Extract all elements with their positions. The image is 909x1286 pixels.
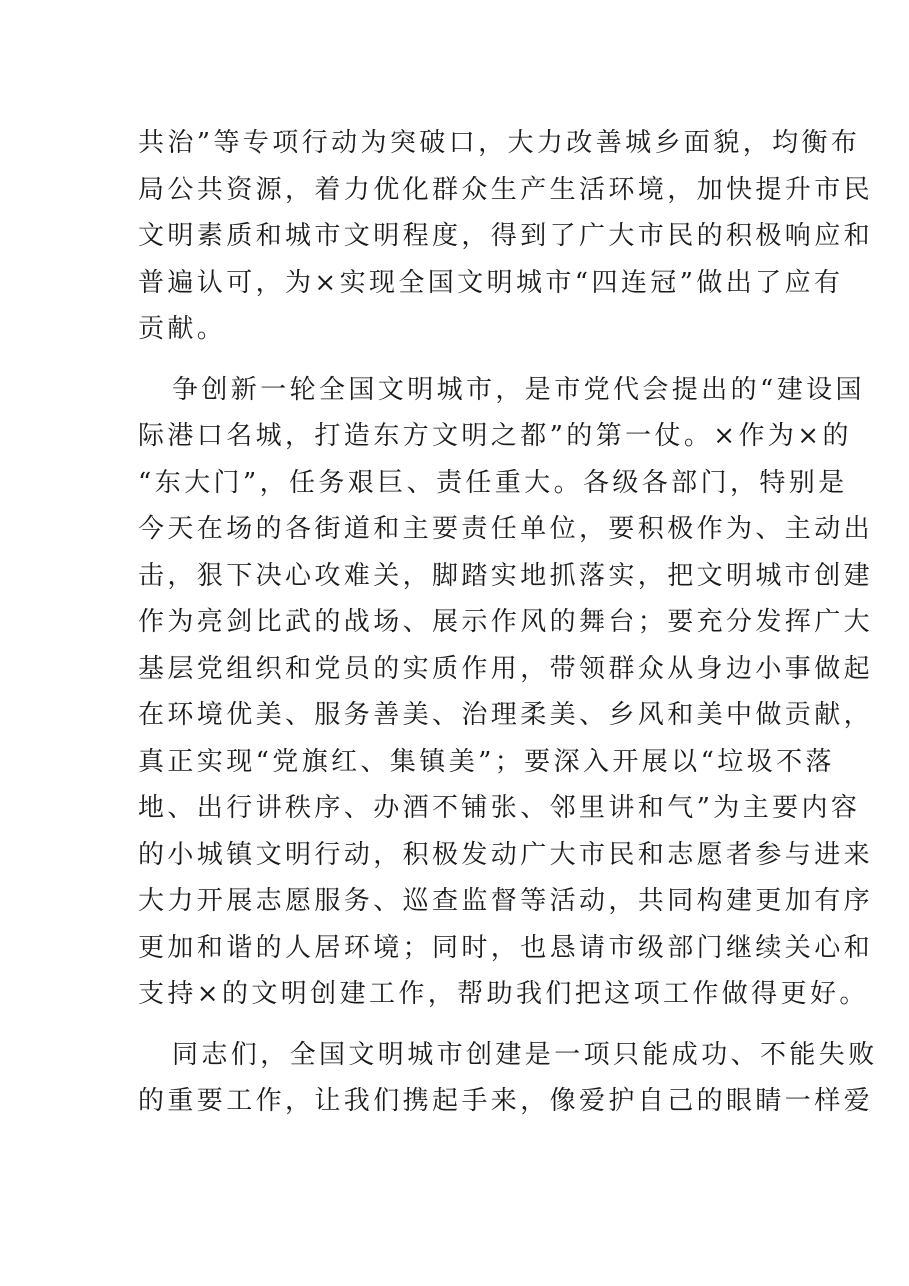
paragraph-line: 更加和谐的人居环境；同时，也恳请市级部门继续关心和: [138, 932, 874, 963]
paragraph-line: 击，狠下决心攻难关，脚踏实地抓落实，把文明城市创建: [138, 560, 874, 591]
paragraph-line: 地、出行讲秩序、办酒不铺张、邻里讲和气”为主要内容: [138, 793, 861, 823]
paragraph-line: 际港口名城，打造东方文明之都”的第一仗。×作为×的: [138, 421, 852, 451]
paragraph-line: 大力开展志愿服务、巡查监督等活动，共同构建更加有序: [138, 886, 874, 916]
paragraph-1: [138, 120, 874, 353]
paragraph-line: “东大门”，任务艰巨、责任重大。各级各部门，特别是: [138, 467, 848, 498]
paragraph-line: 支持×的文明创建工作，帮助我们把这项工作做得更好。: [138, 979, 869, 1009]
paragraph-line: 的重要工作，让我们携起手来，像爱护自己的眼睛一样爱: [138, 1086, 874, 1116]
paragraph-3: [138, 1032, 878, 1125]
paragraph-line: 真正实现“党旗红、集镇美”；要深入开展以“垃圾不落: [138, 746, 835, 777]
document-body: [138, 120, 878, 1125]
paragraph-line: 共治”等专项行动为突破口，大力改善城乡面貌，均衡布: [138, 128, 861, 158]
paragraph-line: 局公共资源，着力优化群众生产生活环境，加快提升市民: [138, 174, 874, 205]
paragraph-line: 普遍认可，为×实现全国文明城市“四连冠”做出了应有: [138, 267, 844, 298]
paragraph-spacer: [138, 353, 778, 367]
paragraph-line: 基层党组织和党员的实质作用，带领群众从身边小事做起: [138, 653, 874, 684]
paragraph-line: 争创新一轮全国文明城市，是市党代会提出的“建设国: [172, 374, 865, 405]
paragraph-line: 文明素质和城市文明程度，得到了广大市民的积极响应和: [138, 221, 874, 251]
paragraph-line: 贡献。: [138, 314, 227, 344]
paragraph-line: 同志们，全国文明城市创建是一项只能成功、不能失败: [172, 1039, 878, 1070]
paragraph-line: 在环境优美、服务善美、治理柔美、乡风和美中做贡献，: [138, 700, 874, 730]
paragraph-line: 的小城镇文明行动，积极发动广大市民和志愿者参与进来: [138, 839, 874, 870]
paragraph-line: 作为亮剑比武的战场、展示作风的舞台；要充分发挥广大: [138, 607, 874, 637]
paragraph-spacer: [138, 1018, 778, 1032]
paragraph-2: [138, 367, 874, 1018]
paragraph-line: 今天在场的各街道和主要责任单位，要积极作为、主动出: [138, 514, 874, 544]
